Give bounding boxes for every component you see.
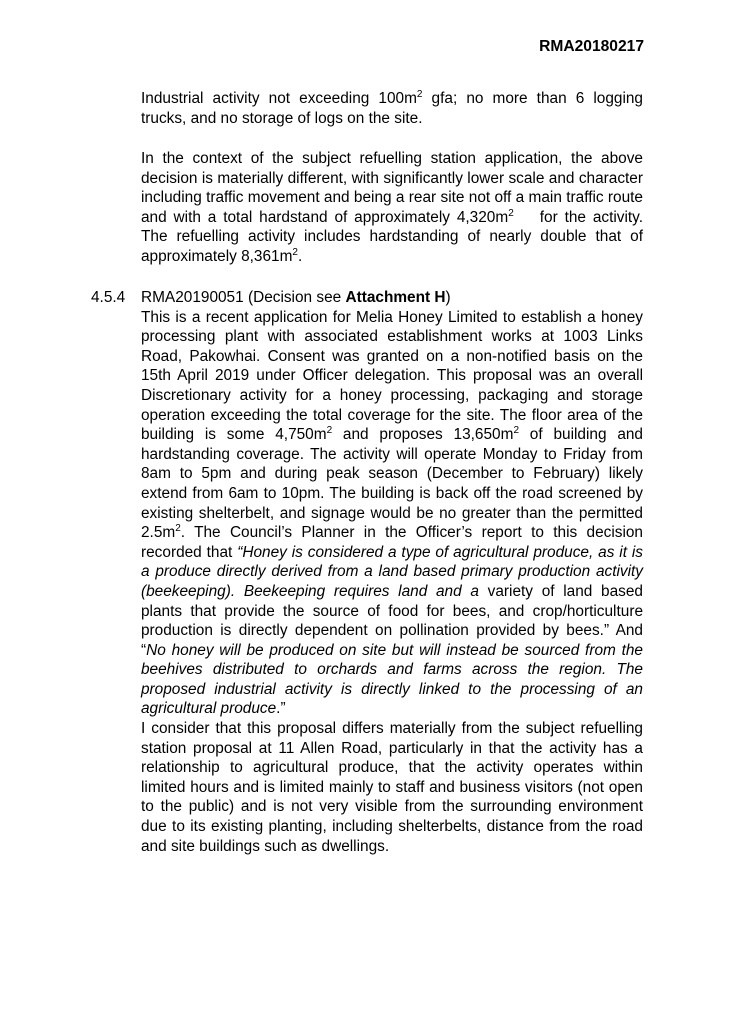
section-conclusion: I consider that this proposal differs materially from the subject refuelling station proposal at 11 Allen Road, particularly in that the activity has a relationship to agricultural produce, that the activity operates within limited hours and is limited mainly to staff and business visitors (not open to the public) and is not very visible from the surrounding environment due to its existing planting, including shelterbelts, distance from the road and site buildings such as dwellings. — [141, 720, 643, 855]
quote-honey-agricultural: “Honey is considered a type of agricultural produce, as it is a produce directly derived from a land based primary production activity (beekeeping). Beekeeping requires land and a — [141, 543, 644, 600]
section-body: This is a recent application for Melia Honey Limited to establish a honey processing plant with associated establishment works at 1003 Links Road, Pakowhai. Consent was granted on a non-notified basis on the 15th April 2019 under Officer delegation. This proposal was an overall Discretionary activity for a honey processing, packaging and storage operation exceeding the total coverage for the site. The floor area of the building is some $4,750m^2$ and proposes $13,650m^2$ of building and hardstanding coverage. The activity will operate Monday to Friday from 8am to 5pm and during peak season (December to February) likely extend from 6am to 10pm. The building is back off the road screened by existing shelterbelt, and signage would be no greater than the permitted $2.5m^2$. The Council’s Planner in the Officer’s report to this decision recorded that “Honey is considered a type of agricultural produce, as it is a produce directly derived from a land based primary production activity (beekeeping). Beekeeping requires land and a variety of land based plants that provide the source of food for bees, and crop/horticulture production is directly dependent on pollination provided by bees.” And “No honey will be produced on site but will instead be sourced from the beehives distributed to orchards and farms across the region. The proposed industrial activity is directly linked to the processing of an agricultural produce.” — [141, 308, 644, 718]
quote-no-honey-produced: No honey will be produced on site but will instead be sourced from the beehives distributed to orchards and farms across the region. The proposed industrial activity is directly linked to the processing of an agricultural produce — [141, 641, 643, 718]
paragraph-industrial-activity: Industrial activity not exceeding $100m^2$ gfa; no more than 6 logging trucks, and no storage of logs on the site. — [141, 88, 643, 127]
section-rma20190051 — [141, 288, 643, 856]
section-number: 4.5.4 — [91, 289, 126, 306]
attachment-reference: Attachment H — [345, 289, 446, 306]
paragraph-refuelling-context: In the context of the subject refuelling station application, the above decision is materially different, with significantly lower scale and character including traffic movement and being a rear site not off a main traffic route and with a total hardstand of approximately $4,320m^2$ for the activity. The refuelling activity includes hardstanding of nearly double that of approximately $8,361m^2$. — [141, 150, 644, 265]
document-reference: RMA20180217 — [539, 38, 644, 55]
section-title: RMA20190051 (Decision see Attachment H) — [141, 289, 451, 306]
